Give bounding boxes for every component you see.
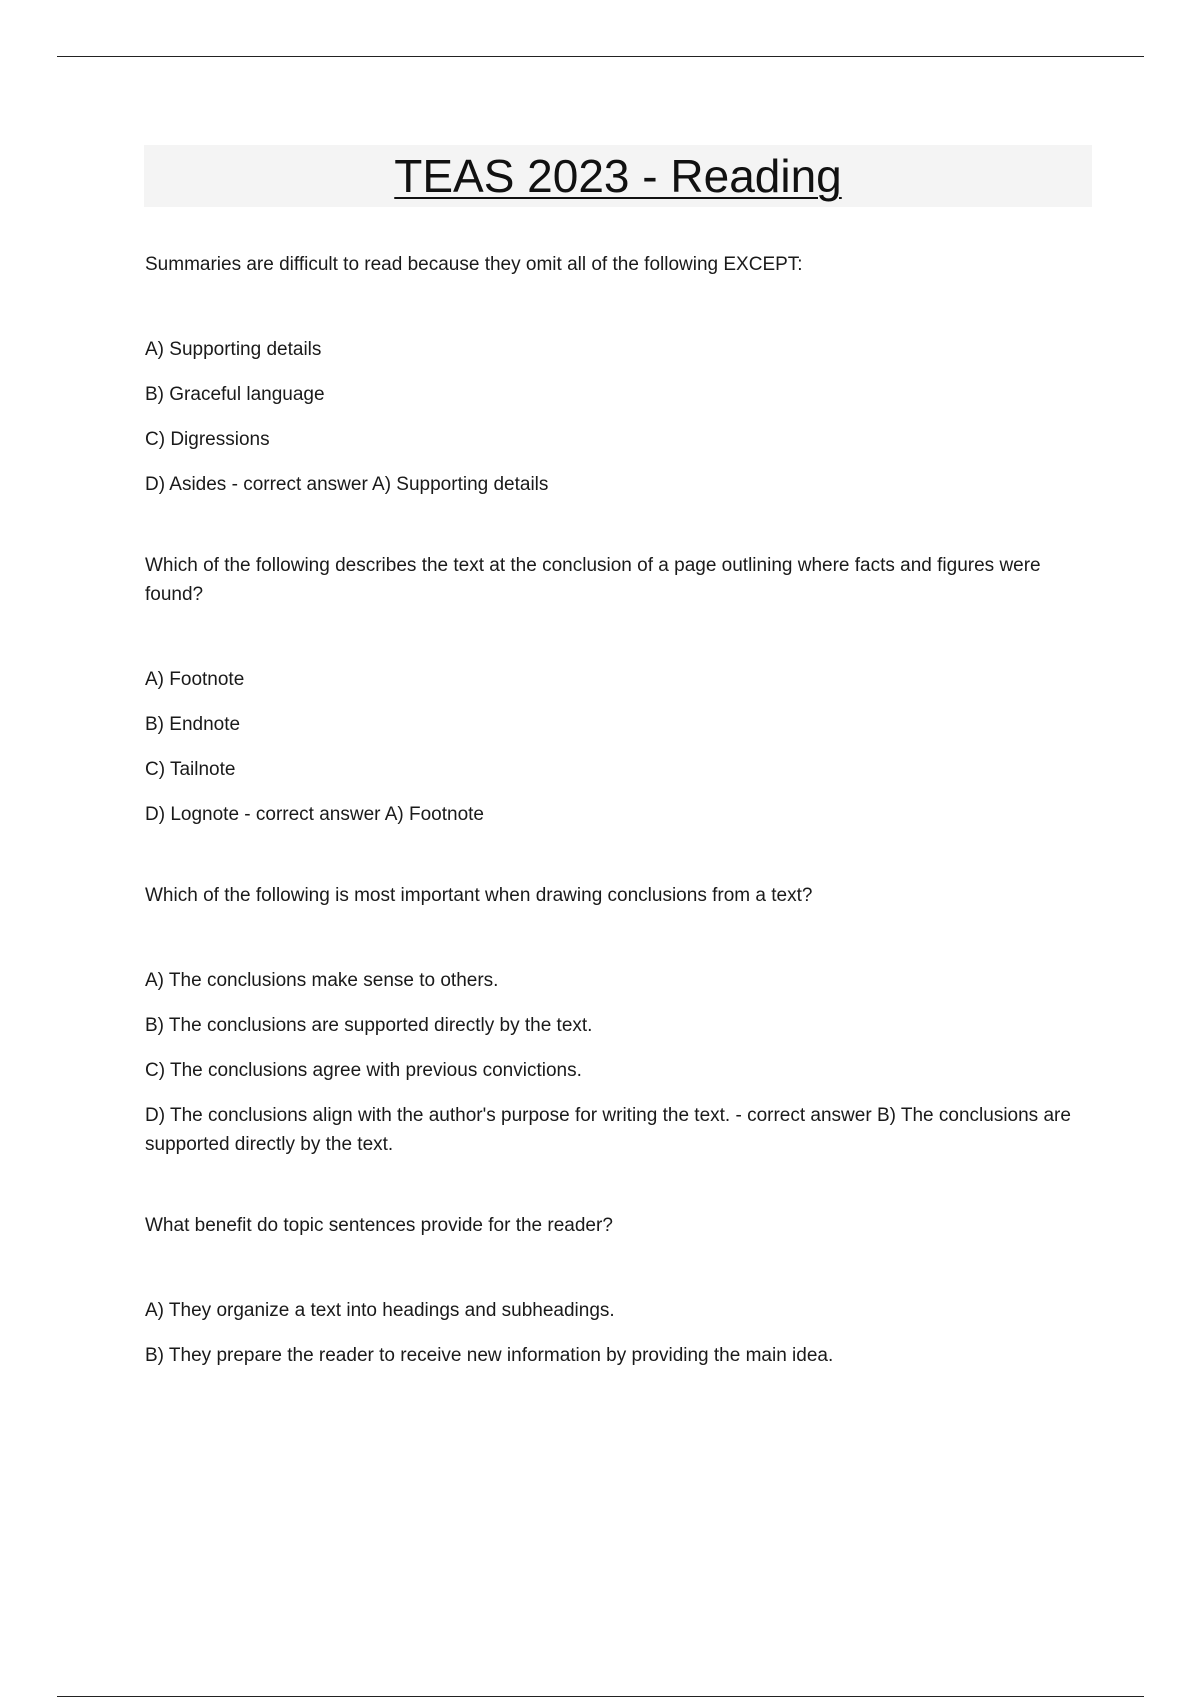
question-text: Which of the following describes the text at the conclusion of a page outlining where facts and figures were found?	[145, 555, 1041, 605]
option-item: C) The conclusions agree with previous convictions.	[145, 1060, 582, 1081]
option-item: B) Endnote	[145, 714, 241, 735]
question-block-2	[145, 551, 1075, 829]
question-text: Which of the following is most important when drawing conclusions from a text?	[145, 885, 813, 906]
option-item: A) They organize a text into headings and subheadings.	[145, 1300, 615, 1321]
page-title: TEAS 2023 - Reading	[394, 150, 842, 202]
option-item: A) Footnote	[145, 669, 245, 690]
question-text: Summaries are difficult to read because they omit all of the following EXCEPT:	[145, 254, 803, 275]
option-item: A) The conclusions make sense to others.	[145, 970, 499, 991]
option-list	[145, 966, 1075, 1159]
question-list	[145, 250, 1075, 1422]
question-block-4	[145, 1211, 1075, 1370]
option-item: D) The conclusions align with the author's purpose for writing the text. - correct answer B) The conclusions are supported directly by the text.	[145, 1105, 1071, 1155]
option-list	[145, 1296, 1075, 1370]
option-item: B) Graceful language	[145, 384, 325, 405]
option-item: C) Digressions	[145, 429, 270, 450]
option-item: C) Tailnote	[145, 759, 236, 780]
question-text: What benefit do topic sentences provide for the reader?	[145, 1215, 613, 1236]
option-item: D) Asides - correct answer A) Supporting details	[145, 474, 549, 495]
option-list	[145, 335, 1075, 499]
option-item: B) They prepare the reader to receive new information by providing the main idea.	[145, 1345, 834, 1366]
option-item: A) Supporting details	[145, 339, 322, 360]
bottom-rule	[57, 1696, 1144, 1697]
option-list	[145, 665, 1075, 829]
question-block-1	[145, 250, 1075, 499]
title-band	[144, 145, 1092, 207]
question-block-3	[145, 881, 1075, 1159]
top-rule	[57, 56, 1144, 57]
option-item: B) The conclusions are supported directly by the text.	[145, 1015, 593, 1036]
option-item: D) Lognote - correct answer A) Footnote	[145, 804, 484, 825]
